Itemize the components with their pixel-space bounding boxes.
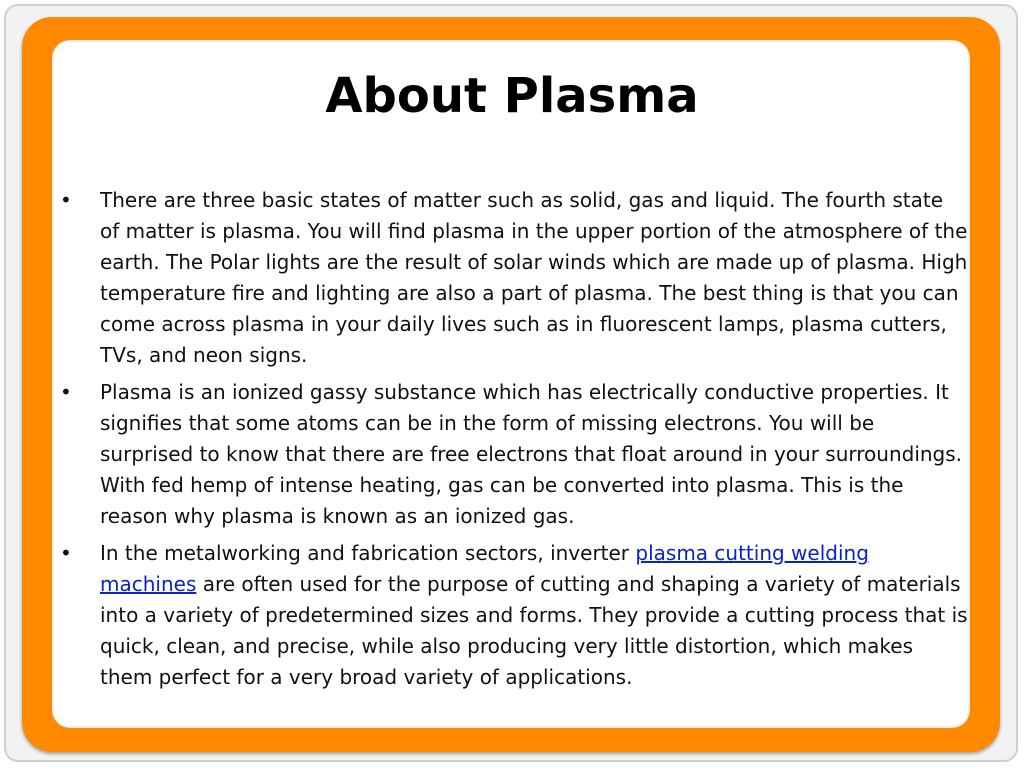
bullet-list: [56, 185, 968, 699]
bullet-icon: •: [60, 541, 72, 565]
slide-title: About Plasma: [325, 68, 699, 124]
bullet-text-after-link: are often used for the purpose of cutting and shaping a variety of materials into a variety of predetermined sizes and forms. They provide a cutting process that is quick, clean, and precise, while also producing very little distortion, which makes them perfect for a very broad variety of applications.: [100, 572, 968, 689]
bullet-item-ionized-gas: [56, 377, 968, 532]
bullet-icon: •: [60, 380, 72, 404]
bullet-text: Plasma is an ionized gassy substance which has electrically conductive properties. It signifies that some atoms can be in the form of missing electrons. You will be surprised to know that there are free electrons that float around in your surroundings. With fed hemp of intense heating, gas can be converted into plasma. This is the reason why plasma is known as an ionized gas.: [100, 380, 963, 528]
bullet-item-metalworking: [56, 538, 968, 693]
bullet-text-before-link: In the metalworking and fabrication sectors, inverter: [100, 541, 636, 565]
bullet-item-states-of-matter: [56, 185, 968, 371]
plasma-cutting-welding-machines-link[interactable]: plasma cutting welding machines: [100, 541, 869, 596]
bullet-icon: •: [60, 188, 72, 212]
bullet-text: There are three basic states of matter such as solid, gas and liquid. The fourth state of matter is plasma. You will find plasma in the upper portion of the atmosphere of the earth. The Polar lights are the result of solar winds which are made up of plasma. High temperature fire and lighting are also a part of plasma. The best thing is that you can come across plasma in your daily lives such as in fluorescent lamps, plasma cutters, TVs, and neon signs.: [100, 188, 968, 367]
